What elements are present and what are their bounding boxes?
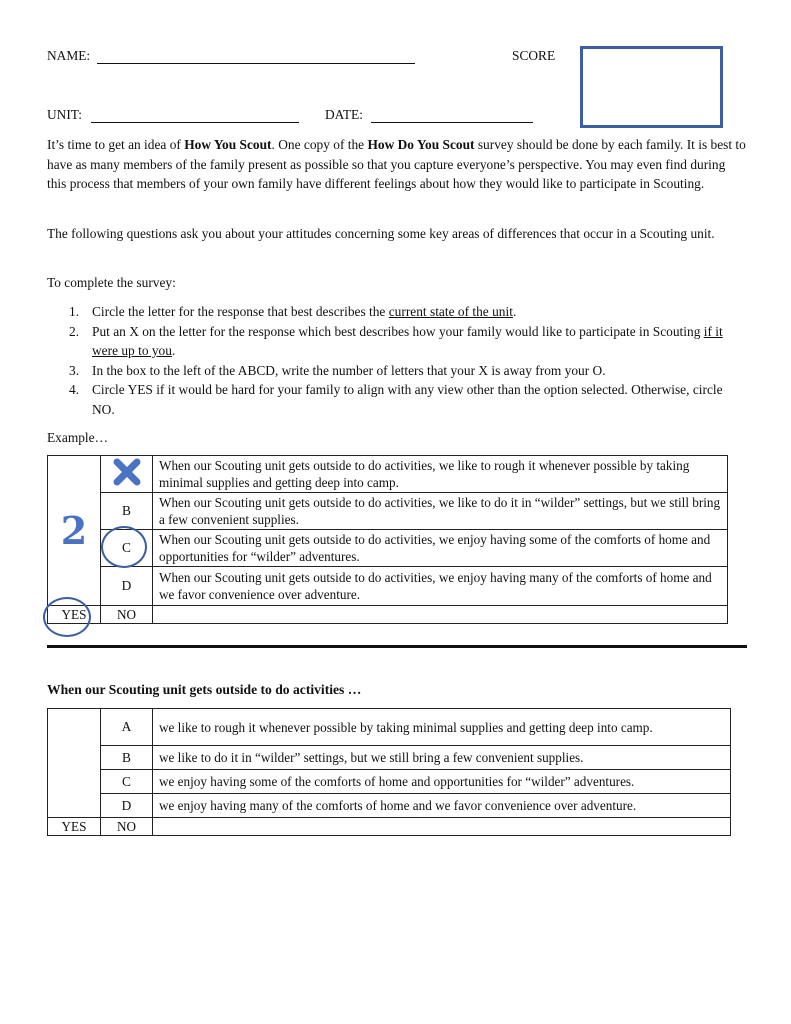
example-table: [47, 455, 728, 624]
example-yes-cell[interactable]: YES: [48, 606, 101, 624]
question-option-b: we like to do it in “wilder” settings, but we still bring a few convenient supplies.: [153, 746, 731, 770]
unit-field[interactable]: [91, 122, 299, 123]
x-mark-icon: [112, 457, 142, 487]
complete-survey-label: To complete the survey:: [47, 275, 176, 290]
example-option-a: When our Scouting unit gets outside to do activities, we like to rough it whenever possible by taking minimal supplies and getting deep into camp.: [153, 456, 728, 493]
example-letter-a[interactable]: [101, 456, 153, 493]
question-option-c: we enjoy having some of the comforts of home and opportunities for “wilder” adventures.: [153, 770, 731, 794]
score-box[interactable]: [580, 46, 723, 128]
unit-label: UNIT:: [47, 107, 83, 122]
intro-paragraph: It’s time to get an idea of How You Scout. One copy of the How Do You Scout survey should be done by each family. It is best to have as many members of the family present as possible so that you capture everyone’s perspective. You may even find during this process that members of your own family have different feelings about how they would like to participate in Scouting.: [47, 137, 746, 191]
circle-mark-yes: [43, 597, 91, 637]
instructions-paragraph: The following questions ask you about your attitudes concerning some key areas of differences that occur in a Scouting unit.: [47, 226, 715, 241]
question-letter-a[interactable]: A: [101, 709, 153, 746]
question-option-a: we like to rough it whenever possible by taking minimal supplies and getting deep into camp.: [153, 709, 731, 746]
question-score-cell[interactable]: [48, 709, 101, 818]
step-item: 1. Circle the letter for the response that best describes the current state of the unit.: [69, 304, 517, 319]
example-no-cell[interactable]: NO: [101, 606, 153, 624]
example-letter-c[interactable]: C: [101, 530, 153, 567]
step-item: 3. In the box to the left of the ABCD, write the number of letters that your X is away from your O.: [69, 362, 606, 378]
question-yes-cell[interactable]: YES: [48, 818, 101, 836]
example-letter-b[interactable]: B: [101, 493, 153, 530]
question-letter-d[interactable]: D: [101, 794, 153, 818]
example-score-cell: [48, 456, 101, 606]
example-option-c: When our Scouting unit gets outside to do activities, we enjoy having some of the comforts of home and opportunities for “wilder” adventures.: [153, 530, 728, 567]
question-option-d: we enjoy having many of the comforts of home and we favor convenience over adventure.: [153, 794, 731, 818]
example-option-b: When our Scouting unit gets outside to do activities, we like to do it in “wilder” settings, but we still bring a few convenient supplies.: [153, 493, 728, 530]
example-score-value: 2: [60, 508, 88, 553]
score-label: SCORE: [512, 48, 556, 63]
instructions-list: [47, 302, 747, 419]
step-item: 4. Circle YES if it would be hard for your family to align with any view other than the option selected. Otherwise, circle NO.: [69, 382, 723, 417]
question-table: [47, 708, 731, 836]
question-no-cell[interactable]: NO: [101, 818, 153, 836]
name-field[interactable]: [97, 63, 415, 64]
example-blank-cell: [153, 606, 728, 624]
example-letter-d[interactable]: D: [101, 567, 153, 606]
section-divider: [47, 645, 747, 648]
example-label: Example…: [47, 430, 108, 445]
example-option-d: When our Scouting unit gets outside to do activities, we enjoy having many of the comforts of home and we favor convenience over adventure.: [153, 567, 728, 606]
date-field[interactable]: [371, 122, 533, 123]
question-heading: When our Scouting unit gets outside to do activities …: [47, 682, 362, 697]
circle-mark-c: [101, 526, 147, 568]
question-letter-c[interactable]: C: [101, 770, 153, 794]
question-letter-b[interactable]: B: [101, 746, 153, 770]
question-blank-cell: [153, 818, 731, 836]
step-item: 2. Put an X on the letter for the response which best describes how your family would like to participate in Scouting if it were up to you.: [69, 323, 723, 358]
name-label: NAME:: [47, 48, 91, 63]
date-label: DATE:: [325, 107, 363, 122]
